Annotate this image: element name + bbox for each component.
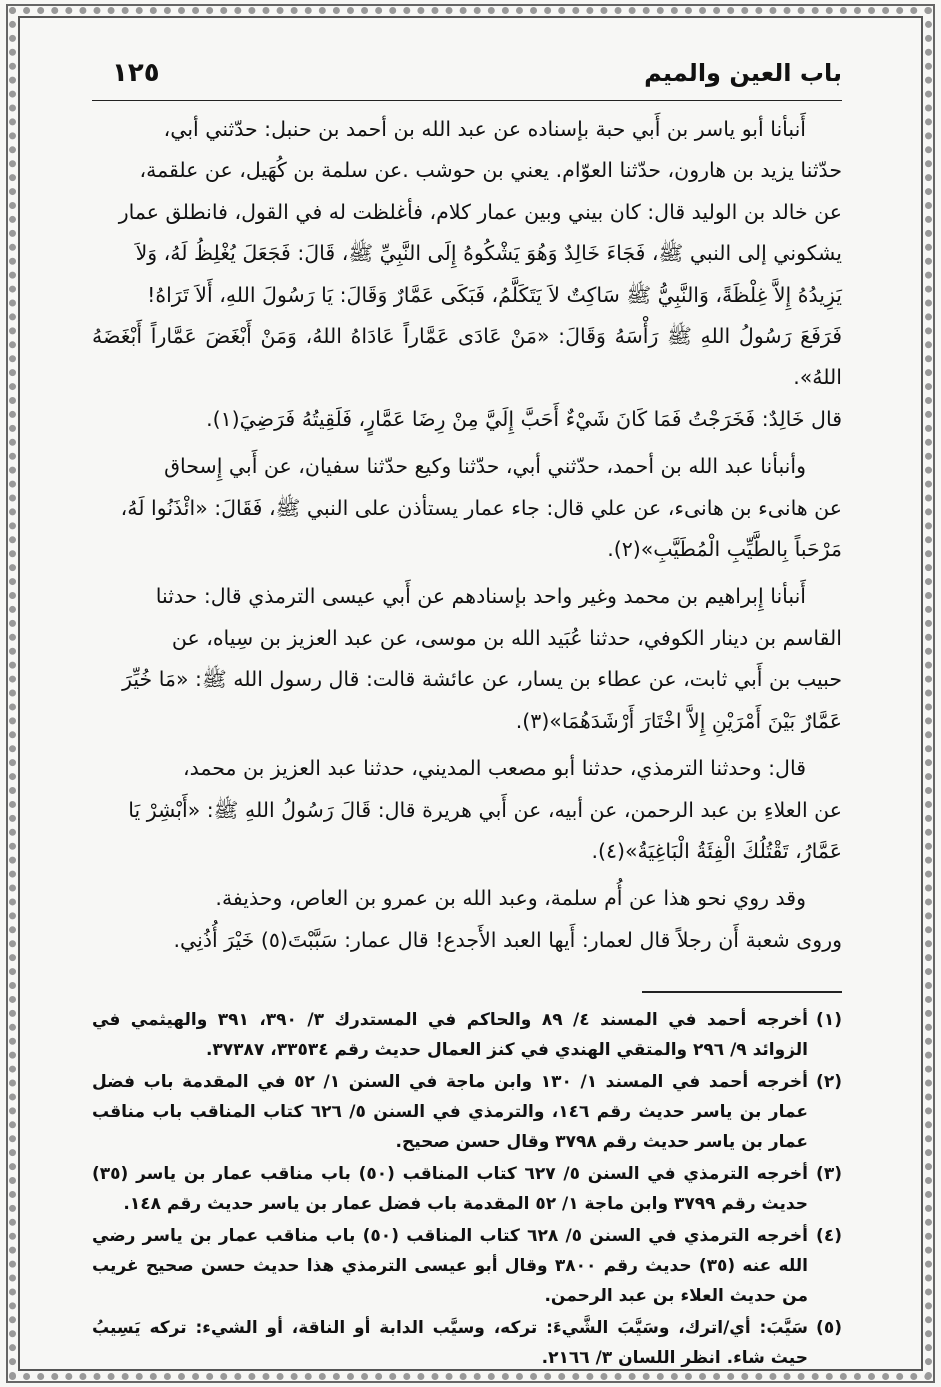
text-line: وأنبأنا عبد الله بن أحمد، حدّثني أبي، حدّثنا وكيع حدّثنا سفيان، عن أَبي إِسحاق <box>164 454 806 479</box>
text-line: عن خالد بن الوليد قال: كان بيني وبين عمار كلام، فأغلظت له في القول، فانطلق عمار <box>118 199 842 224</box>
footnote <box>92 1005 842 1065</box>
page-number: ١٢٥ <box>112 58 160 88</box>
main-text <box>92 109 842 961</box>
book-page <box>92 58 842 1375</box>
footnote-number: (٢) <box>816 1072 842 1093</box>
footnote <box>92 1313 842 1373</box>
text-line: مَرْحَباً بِالطَّيِّبِ الْمُطَيَّبِ»(٢). <box>607 537 842 562</box>
text-line: يَزِيدُهُ إِلاَّ غِلْظَةً، وَالنَّبِيُّ ﷺ سَاكِتٌ لاَ يَتَكَلَّمُ، فَبَكَى عَمَّارٌ وَقَالَ: يَا رَسُولَ اللهِ، أَلاَ تَرَاهُ! <box>147 282 842 307</box>
footnote <box>92 1159 842 1219</box>
footnote <box>92 1221 842 1311</box>
text-line: قال: وحدثنا الترمذي، حدثنا أبو مصعب المديني، حدثنا عبد العزيز بن محمد، <box>183 756 806 781</box>
chapter-title: باب العين والميم <box>644 59 842 87</box>
text-line: وروى شعبة أَن رجلاً قال لعمار: أَيها العبد الأَجدع! قال عمار: سَبَّبْتَ(٥) خَيْرَ أُذُنِي. <box>173 927 842 952</box>
footnote-text: أخرجه أحمد في المسند ٤/ ٨٩ والحاكم في المستدرك ٣/ ٣٩٠، ٣٩١ والهيثمي في الزوائد ٩/ ٢٩٦ والمتقي الهندي في كنز العمال حديث رقم ٣٣٥٣٤، ٣٧٣٨٧. <box>92 1010 808 1061</box>
footnote-text: سَيَّبَ: أي/اترك، وسَيَّبَ الشَّيءَ: تركه، وسيَّب الدابة أو الناقة، أو الشيء: تركه يَسِيبُ حيث شاء. انظر اللسان ٣/ ٢١٦٦. <box>92 1318 808 1369</box>
text-line: عَمَّارُ، تَقْتُلُكَ الْفِئَةُ الْبَاغِيَةُ»(٤). <box>591 838 842 863</box>
text-line: وقد روي نحو هذا عن أُم سلمة، وعبد الله بن عمرو بن العاص، وحذيفة. <box>215 886 806 911</box>
text-line: أَنبأنا إِبراهيم بن محمد وغير واحد بإسنادهم عن أَبي عيسى الترمذي قال: حدثنا <box>155 584 806 609</box>
text-line: عن هانىء بن هانىء، عن علي قال: جاء عمار يستأذن على النبي ﷺ، فَقَالَ: «ائْذَنُوا لَهُ، <box>120 495 842 520</box>
footnote-text: أخرجه الترمذي في السنن ٥/ ٦٢٧ كتاب المناقب (٥٠) باب مناقب عمار بن ياسر (٣٥) حديث رقم ٣٧٩٩ وابن ماجة ١/ ٥٢ المقدمة باب فضل عمار بن ياسر حديث رقم ١٤٨. <box>92 1164 808 1215</box>
text-line: يشكوني إلى النبي ﷺ، فَجَاءَ خَالِدٌ وَهُوَ يَشْكُوهُ إِلَى النَّبِيِّ ﷺ، قَالَ: فَجَعَلَ يُغْلِظُ لَهُ، وَلاَ <box>135 241 842 266</box>
text-line: قال خَالِدٌ: فَخَرَجْتُ فَمَا كَانَ شَيْءٌ أَحَبَّ إِلَيَّ مِنْ رِضَا عَمَّارٍ، فَلَقِيتُهُ فَرَضِيَ(١). <box>206 406 842 431</box>
footnote <box>92 1067 842 1157</box>
footnote-text: أخرجه أحمد في المسند ١/ ١٣٠ وابن ماجة في السنن ١/ ٥٢ في المقدمة باب فضل عمار بن ياسر حديث رقم ١٤٦، والترمذي في السنن ٥/ ٦٢٦ كتاب المناقب باب مناقب عمار بن ياسر حديث رقم ٣٧٩٨ وقال حسن صحيح. <box>92 1072 808 1153</box>
text-line: عَمَّارٌ بَيْنَ أَمْرَيْنِ إِلاَّ اخْتَارَ أَرْشَدَهُمَا»(٣). <box>515 708 842 733</box>
page-header <box>92 58 842 101</box>
footnote-number: (١) <box>816 1010 842 1031</box>
footnotes <box>92 1005 842 1373</box>
footnote-text: أخرجه الترمذي في السنن ٥/ ٦٢٨ كتاب المناقب (٥٠) باب مناقب عمار بن ياسر رضي الله عنه (٣٥) حديث رقم ٣٨٠٠ وقال أبو عيسى الترمذي هذا حديث حسن صحيح غريب من حديث العلاء بن عبد الرحمن. <box>92 1226 808 1307</box>
footnote-divider <box>642 991 842 993</box>
text-line: حدّثنا يزيد بن هارون، حدّثنا العوّام. يعني بن حوشب .عن سلمة بن كُهَيل، عن علقمة، <box>139 158 842 183</box>
footnote-number: (٥) <box>816 1318 842 1339</box>
text-line: أَنبأنا أبو ياسر بن أَبي حبة بإسناده عن عبد الله بن أحمد بن حنبل: حدّثني أبي، <box>163 117 806 141</box>
text-line: عن العلاءِ بن عبد الرحمن، عن أبيه، عن أَبي هريرة قال: قَالَ رَسُولُ اللهِ ﷺ: «أَبْشِرْ يَا <box>128 797 842 822</box>
text-line: حبيب بن أَبي ثابت، عن عطاء بن يسار، عن عائشة قالت: قال رسول الله ﷺ: «مَا خُيِّرَ <box>122 667 842 692</box>
text-line: القاسم بن دينار الكوفي، حدثنا عُبَيد الله بن موسى، عن عبد العزيز بن سِياه، عن <box>171 625 842 650</box>
text-line: فَرَفَعَ رَسُولُ اللهِ ﷺ رَأْسَهُ وَقَالَ: «مَنْ عَادَى عَمَّاراً عَادَاهُ اللهُ، وَمَنْ أَبْغَضَ عَمَّاراً أَبْغَضَهُ اللهُ». <box>92 324 842 390</box>
footnote-number: (٤) <box>816 1226 842 1247</box>
footnote-number: (٣) <box>816 1164 842 1185</box>
